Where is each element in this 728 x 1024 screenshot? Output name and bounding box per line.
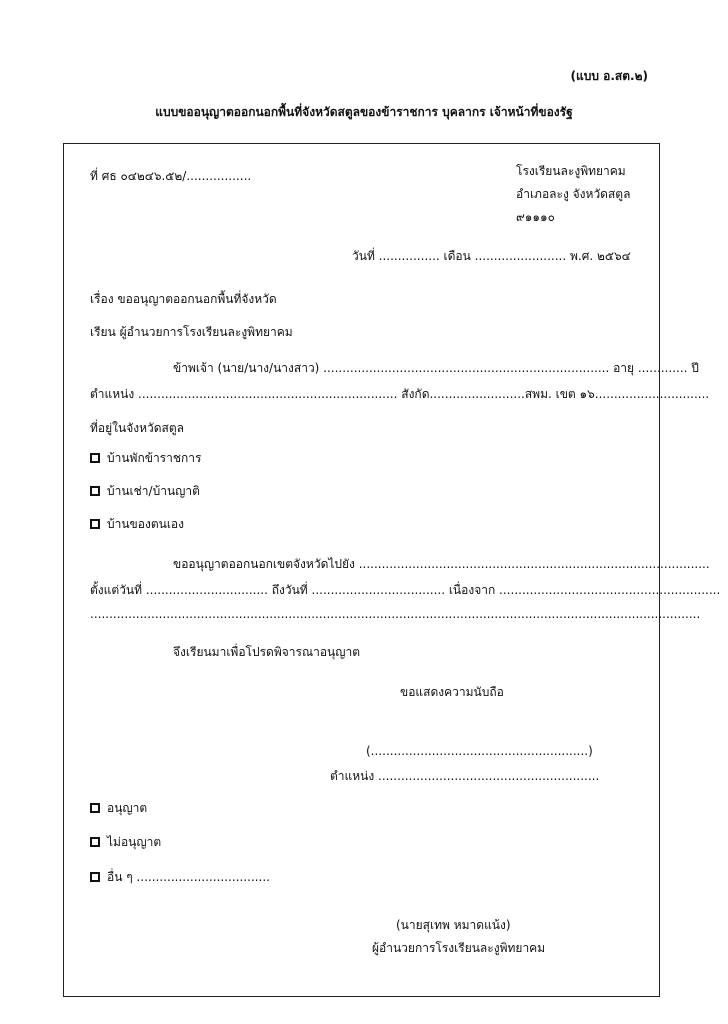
checkbox-icon[interactable] [90, 803, 100, 813]
address-option-label: บ้านพักข้าราชการ [107, 451, 202, 465]
closing-line: จึงเรียนมาเพื่อโปรดพิจารณาอนุญาต [173, 645, 361, 659]
regards-line: ขอแสดงความนับถือ [400, 685, 504, 699]
address-option-government-housing[interactable] [90, 450, 201, 466]
address-option-own-home[interactable] [90, 516, 184, 532]
address-heading: ที่อยู่ในจังหวัดสตูล [90, 421, 185, 435]
checkbox-icon[interactable] [90, 486, 100, 496]
approval-option-approve[interactable] [90, 800, 147, 816]
period-line: ตั้งแต่วันที่ ................................ ถึงวันที่ ................................... เนื่องจาก .......................................................... [90, 583, 721, 597]
approver-title: ผู้อำนวยการโรงเรียนละงูพิทยาคม [372, 941, 546, 955]
approver-name: (นายสุเทพ หมาดแน้ง) [396, 918, 511, 932]
form-code: (แบบ อ.สต.๒) [570, 69, 648, 83]
org-postcode: ๙๑๑๑๐ [516, 210, 555, 224]
signature-name-line: (.........................................................) [366, 744, 593, 758]
recipient-line: เรียน ผู้อำนวยการโรงเรียนละงูพิทยาคม [90, 325, 293, 339]
date-line: วันที่ ................ เดือน ........................ พ.ศ. ๒๕๖๔ [352, 249, 631, 263]
approval-option-other[interactable] [90, 869, 270, 885]
approval-option-label: ไม่อนุญาต [107, 835, 162, 849]
checkbox-icon[interactable] [90, 872, 100, 882]
approval-option-label: อนุญาต [107, 801, 148, 815]
applicant-line: ข้าพเจ้า (นาย/นาง/นางสาว) ........................................................................... อายุ ............. ปี [173, 361, 699, 375]
approval-option-label: อื่น ๆ ................................... [107, 870, 270, 884]
checkbox-icon[interactable] [90, 519, 100, 529]
address-option-label: บ้านของตนเอง [107, 517, 184, 531]
page-title: แบบขออนุญาตออกนอกพื้นที่จังหวัดสตูลของข้าราชการ บุคลากร เจ้าหน้าที่ของรัฐ [155, 105, 573, 119]
reference-number: ที่ ศธ ๐๔๒๔๖.๕๒/................. [90, 169, 252, 183]
approval-option-deny[interactable] [90, 834, 161, 850]
address-option-label: บ้านเช่า/บ้านญาติ [107, 484, 200, 498]
request-line: ขออนุญาตออกนอกเขตจังหวัดไปยัง ............................................................................................ [173, 557, 710, 571]
address-option-rented-relative[interactable] [90, 483, 200, 499]
org-district: อำเภอละงู จังหวัดสตูล [516, 187, 631, 201]
subject-line: เรื่อง ขออนุญาตออกนอกพื้นที่จังหวัด [90, 292, 277, 306]
checkbox-icon[interactable] [90, 837, 100, 847]
checkbox-icon[interactable] [90, 453, 100, 463]
signature-position-line: ตำแหน่ง .......................................................... [330, 769, 600, 783]
org-name: โรงเรียนละงูพิทยาคม [516, 164, 626, 178]
position-line: ตำแหน่ง .................................................................... สังกัด.........................สพม. เขต ๑๖.............................. [90, 387, 710, 401]
continuation-line: ................................................................................................................................................................ [90, 607, 701, 621]
